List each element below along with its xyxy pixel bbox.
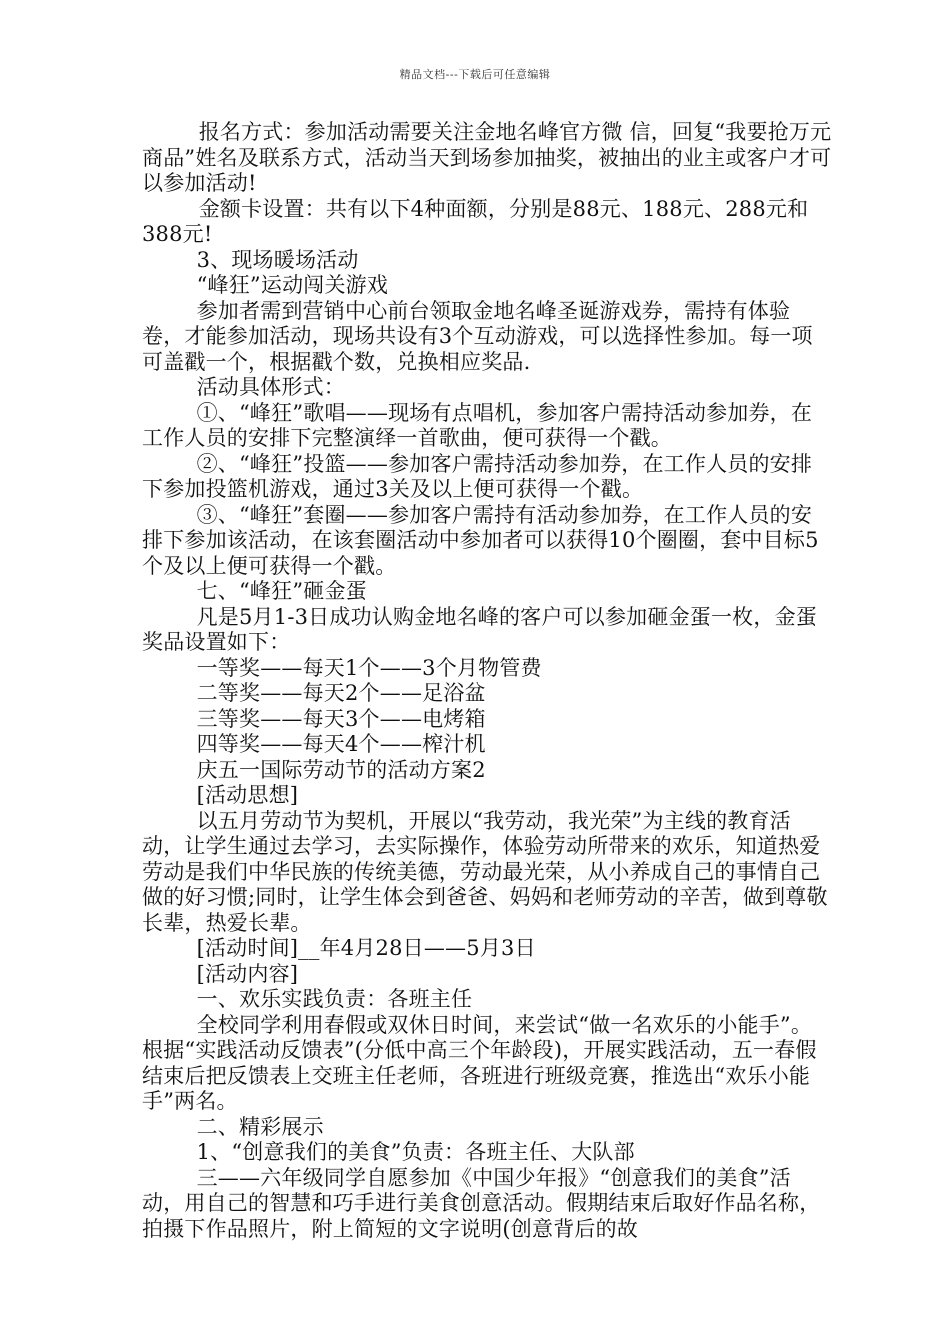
paragraph-singing: ①、“峰狂”歌唱——现场有点唱机，参加客户需持活动参加券，在工作人员的安排下完整演绎一首歌曲，便可获得一个戳。 [142,400,813,450]
heading-practice: 一、欢乐实践负责：各班主任 [196,987,473,1011]
paragraph-golden-egg: 凡是5月1-3日成功认购金地名峰的客户可以参加砸金蛋一枚，金蛋奖品设置如下： [142,604,817,654]
heading-game: “峰狂”运动闯关游戏 [196,273,389,297]
paragraph-food: 三——六年级同学自愿参加《中国少年报》“创意我们的美食”活动，用自己的智慧和巧手进行美食创意活动。假期结束后取好作品名称，拍摄下作品照片，附上简短的文字说明(创意背后的故 [142,1165,821,1241]
heading-showcase: 二、精彩展示 [196,1114,324,1139]
heading-warmup: 3、现场暖场活动 [196,247,359,272]
paragraph-registration: 报名方式：参加活动需要关注金地名峰官方微 信，回复“我要抢万元商品”姓名及联系方式，活动当天到场参加抽奖，被抽出的业主或客户才可以参加活动! [142,120,832,195]
prize-third: 三等奖——每天3个——电烤箱 [196,706,486,731]
document-body [142,120,832,1242]
heading-food: 1、“创意我们的美食”负责：各班主任、大队部 [196,1140,635,1164]
paragraph-basketball: ②、“峰狂”投篮——参加客户需持活动参加券，在工作人员的安排下参加投篮机游戏，通过3关及以上便可获得一个戳。 [142,451,813,501]
paragraph-activity-idea: 以五月劳动节为契机，开展以“我劳动，我光荣”为主线的教育活动，让学生通过去学习，去实际操作，体验劳动所带来的欢乐，知道热爱劳动是我们中华民族的传统美德，劳动最光荣，从小养成自己的事情自己做的好习惯;同时，让学生体会到爸爸、妈妈和老师劳动的辛苦，做到尊敬长辈，热爱长辈。 [142,808,828,935]
heading-activity-content: [活动内容] [196,961,299,986]
heading-plan-2: 庆五一国际劳动节的活动方案2 [196,757,486,782]
prize-first: 一等奖——每天1个——3个月物管费 [196,655,542,680]
prize-second: 二等奖——每天2个——足浴盆 [196,681,486,705]
paragraph-activity-time: [活动时间]__年4月28日——5月3日 [196,936,536,960]
heading-activity-idea: [活动思想] [196,783,299,807]
prize-fourth: 四等奖——每天4个——榨汁机 [196,732,486,756]
paragraph-game-rules: 参加者需到营销中心前台领取金地名峰圣诞游戏券，需持有体验卷，才能参加活动，现场共设有3个互动游戏，可以选择性参加。每一项可盖戳一个，根据戳个数，兑换相应奖品. [142,298,813,374]
paragraph-ring-toss: ③、“峰狂”套圈——参加客户需持有活动参加券，在工作人员的安排下参加该活动，在该套圈活动中参加者可以获得10个圈圈，套中目标5个及以上便可获得一个戳。 [142,502,819,578]
paragraph-card-amounts: 金额卡设置：共有以下4种面额，分别是88元、188元、288元和388元! [142,196,809,246]
heading-golden-egg: 七、“峰狂”砸金蛋 [196,579,367,603]
paragraph-practice: 全校同学利用春假或双休日时间，来尝试“做一名欢乐的小能手”。根据“实践活动反馈表”(分低中高三个年龄段)，开展实践活动，五一春假结束后把反馈表上交班主任老师，各班进行班级竞赛，推选出“欢乐小能手”两名。 [142,1012,817,1113]
heading-activity-forms: 活动具体形式： [196,375,345,399]
page-header: 精品文档---下载后可任意编辑 [399,68,551,81]
